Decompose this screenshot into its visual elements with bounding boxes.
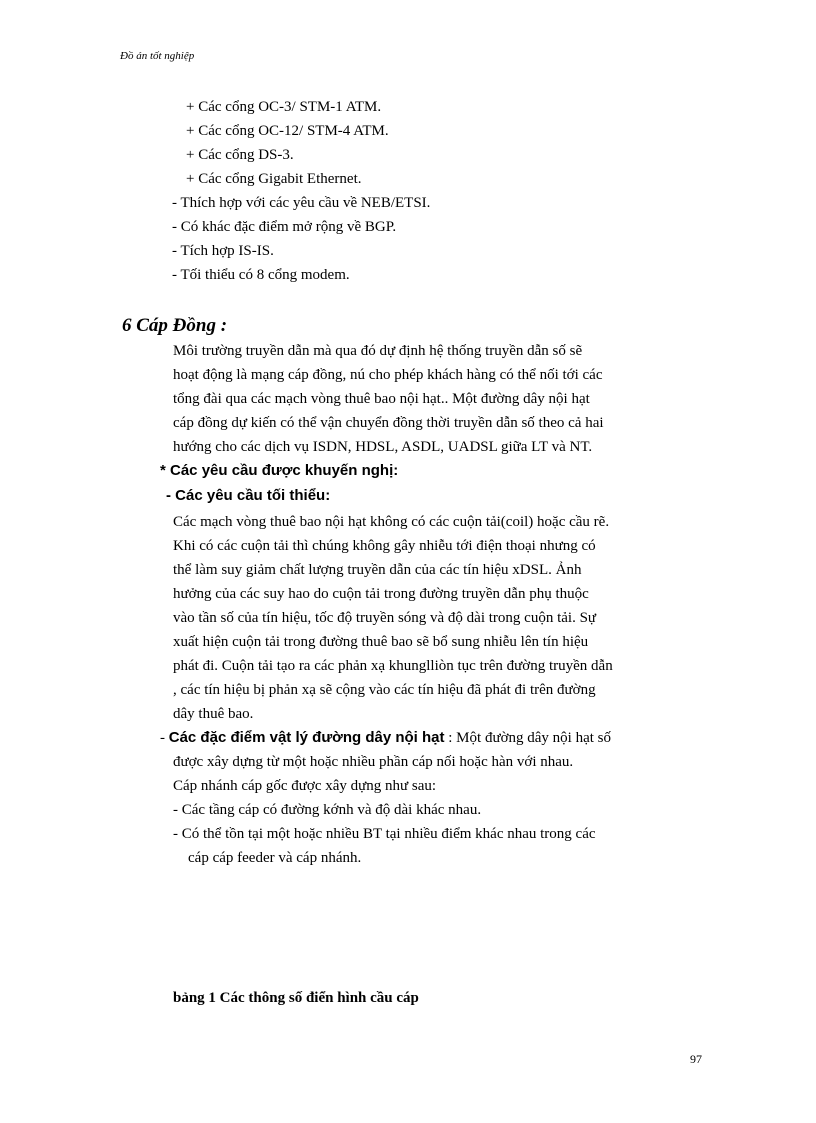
- list-item: + Các cổng DS-3.: [186, 147, 294, 163]
- physical-rest: : Một đường dây nội hạt số: [444, 730, 611, 746]
- paragraph-line: xuất hiện cuộn tải trong đường thuê bao sẽ bổ sung nhiễu lên tín hiệu: [173, 634, 589, 650]
- section-heading: 6 Cáp Đồng :: [122, 315, 228, 336]
- paragraph-line: hưởng của các suy hao do cuộn tải trong đường truyền dẫn phụ thuộc: [173, 586, 589, 602]
- paragraph-line: - Có thể tồn tại một hoặc nhiều BT tại nhiều điểm khác nhau trong các: [173, 826, 596, 842]
- paragraph-line: tổng đài qua các mạch vòng thuê bao nội hạt.. Một đường dây nội hạt: [173, 391, 590, 407]
- paragraph-line: cáp đồng dự kiến có thể vận chuyển đồng thời truyền dẫn số theo cả hai: [173, 415, 604, 431]
- list-item: + Các cổng OC-3/ STM-1 ATM.: [186, 99, 382, 115]
- paragraph-line: cáp cáp feeder và cáp nhánh.: [188, 850, 362, 866]
- minimum-heading: - Các yêu cầu tối thiểu:: [166, 487, 331, 504]
- paragraph-line: hướng cho các dịch vụ ISDN, HDSL, ASDL, UADSL giữa LT và NT.: [173, 439, 593, 455]
- list-item: + Các cổng OC-12/ STM-4 ATM.: [186, 123, 389, 139]
- paragraph-line: hoạt động là mạng cáp đồng, nú cho phép khách hàng có thể nối tới các: [173, 367, 603, 383]
- paragraph-line: thể làm suy giảm chất lượng truyền dẫn của các tín hiệu xDSL. Ảnh: [173, 562, 582, 578]
- table-caption: bảng 1 Các thông số điển hình cầu cáp: [173, 990, 419, 1006]
- running-header: Đồ án tốt nghiệp: [120, 50, 195, 62]
- paragraph-line: Khi có các cuộn tải thì chúng không gây nhiễu tới điện thoại nhưng có: [173, 538, 596, 554]
- list-item: - Thích hợp với các yêu cầu về NEB/ETSI.: [172, 195, 431, 211]
- physical-label: Các đặc điểm vật lý đường dây nội hạt: [168, 729, 445, 746]
- paragraph-line: Môi trường truyền dẫn mà qua đó dự định hệ thống truyền dẫn số sẽ: [173, 343, 583, 359]
- paragraph-line: - Các tầng cáp có đường kớnh và độ dài khác nhau.: [173, 802, 482, 818]
- paragraph-line: Cáp nhánh cáp gốc được xây dựng như sau:: [173, 778, 437, 794]
- paragraph-line: vào tần số của tín hiệu, tốc độ truyền sóng và độ dài trong cuộn tải. Sự: [173, 610, 597, 626]
- list-item: - Tích hợp IS-IS.: [172, 243, 274, 259]
- list-item: + Các cổng Gigabit Ethernet.: [186, 171, 362, 187]
- paragraph-line: Các mạch vòng thuê bao nội hạt không có các cuộn tải(coil) hoặc cầu rẽ.: [173, 514, 610, 530]
- page-number: 97: [690, 1052, 702, 1066]
- recommended-heading: * Các yêu cầu được khuyến nghị:: [160, 462, 399, 479]
- list-item: - Có khác đặc điểm mở rộng về BGP.: [172, 219, 397, 235]
- list-item: - Tối thiểu có 8 cổng modem.: [172, 267, 350, 283]
- physical-prefix: -: [160, 730, 169, 746]
- paragraph-line: được xây dựng từ một hoặc nhiều phần cáp nối hoặc hàn với nhau.: [173, 754, 574, 770]
- paragraph-line: , các tín hiệu bị phản xạ sẽ cộng vào các tín hiệu đã phát đi trên đường: [173, 682, 596, 698]
- physical-characteristics-line: [160, 728, 611, 748]
- paragraph-line: dây thuê bao.: [173, 706, 254, 722]
- paragraph-line: phát đi. Cuộn tải tạo ra các phản xạ khunglliòn tục trên đường truyền dẫn: [173, 658, 613, 674]
